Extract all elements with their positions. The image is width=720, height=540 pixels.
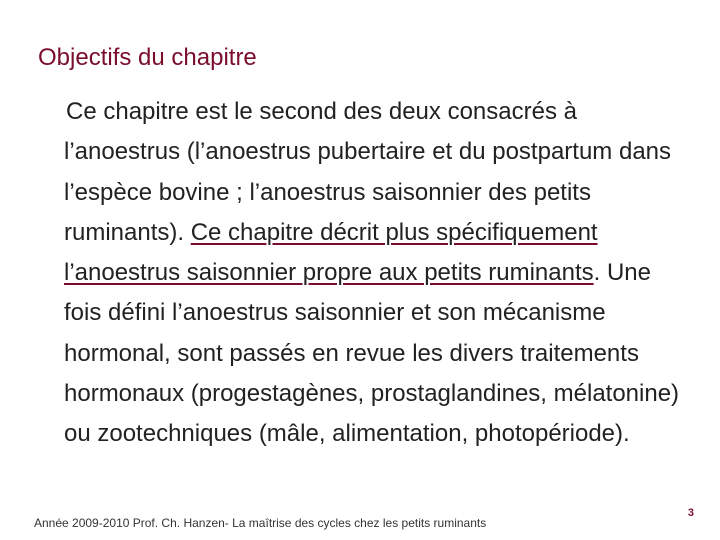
page-number: 3 xyxy=(687,507,694,519)
slide-title: Objectifs du chapitre xyxy=(38,44,257,71)
slide-body xyxy=(64,92,684,455)
body-rest: . Une fois défini l’anoestrus saisonnier et son mécanisme hormonal, sont passés en revue les divers traitements hormonaux (progestagènes, prostaglandines, mélatonine) ou zootechniques (mâle, alimentation, photopériode). xyxy=(64,259,680,448)
body-emphasis-underlined: Ce chapitre décrit plus spécifiquement l’anoestrus saisonnier propre aux petits ruminants xyxy=(64,218,598,287)
slide-footer: Année 2009-2010 Prof. Ch. Hanzen- La maîtrise des cycles chez les petits ruminants xyxy=(34,516,487,530)
body-intro: Ce chapitre est le second des deux consacrés à l’anoestrus (l’anoestrus pubertaire et du postpartum dans l’espèce bovine ; l’anoestrus saisonnier des petits ruminants). xyxy=(64,98,672,246)
